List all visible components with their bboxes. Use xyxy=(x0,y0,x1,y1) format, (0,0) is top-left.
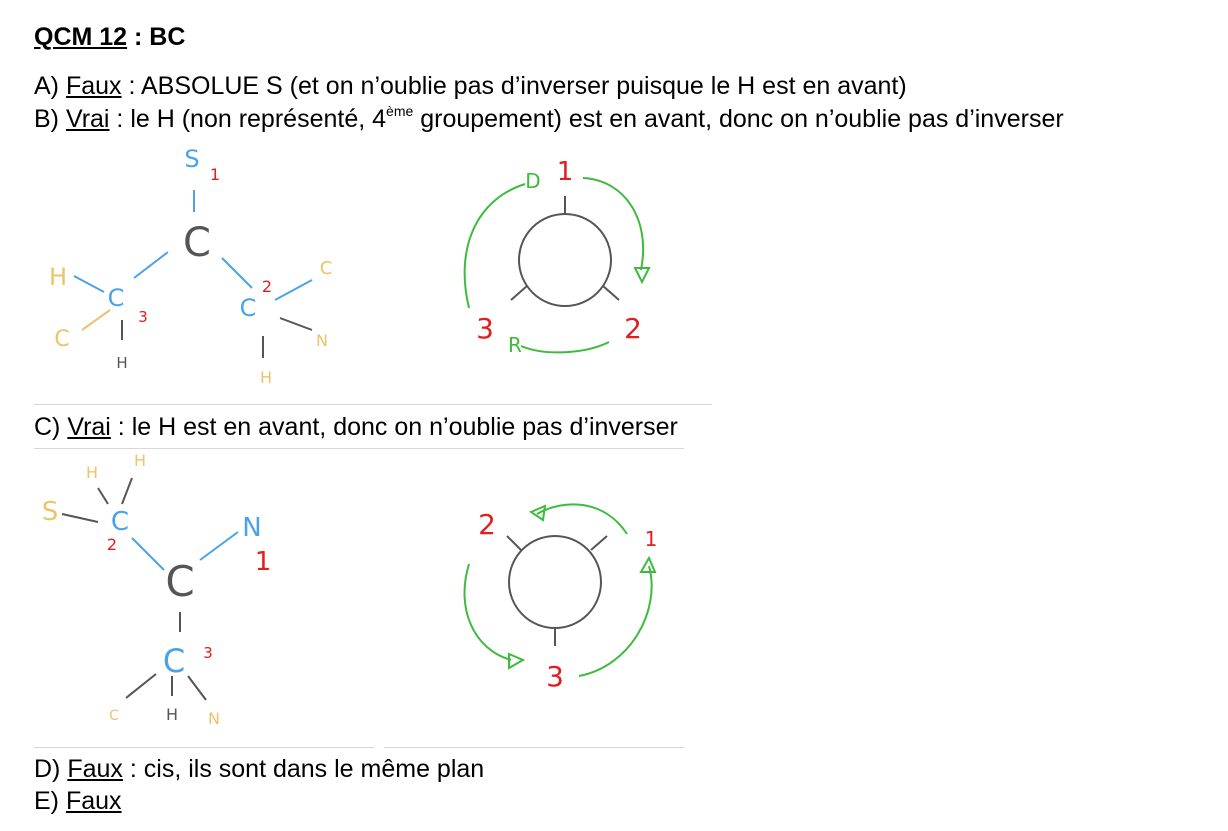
label-h2: H xyxy=(133,451,147,470)
wheel-rank3: 3 xyxy=(546,660,564,693)
figure-b-wheel xyxy=(455,150,665,370)
wheel-arrow-r: R xyxy=(508,333,522,357)
item-text: : ABSOLUE S (et on n’oublie pas d’inverser puisque le H est en avant) xyxy=(121,72,907,100)
qcm-number: QCM 12 xyxy=(34,23,128,51)
arrow-1-to-2 xyxy=(537,504,627,534)
label-rank3: 3 xyxy=(203,644,213,662)
bond-c3-c xyxy=(126,674,156,698)
figure-c-molecule xyxy=(30,452,360,742)
wheel-rank1: 1 xyxy=(644,527,658,551)
separator xyxy=(34,747,374,748)
bond-c3-n xyxy=(188,676,206,700)
label-c-center: C xyxy=(183,220,211,266)
bond-h2-c2 xyxy=(122,478,132,504)
label-rank2: 2 xyxy=(261,277,273,296)
bond-c2-c xyxy=(132,538,164,570)
label-c3: C xyxy=(107,284,125,312)
arrowhead-bottom xyxy=(509,654,523,668)
label-c2: C xyxy=(239,294,257,322)
bond-s-c2 xyxy=(62,514,98,522)
item-letter: B) xyxy=(34,105,66,133)
item-verdict: Faux xyxy=(65,787,122,815)
label-c-right: C xyxy=(319,258,333,279)
label-n-right: N xyxy=(316,331,328,350)
wheel-rank1: 1 xyxy=(556,157,574,187)
label-n: N xyxy=(242,513,262,543)
item-letter: D) xyxy=(34,755,68,783)
bond-c3-c xyxy=(82,310,110,330)
wheel-rank2: 2 xyxy=(478,508,496,541)
label-h1: H xyxy=(85,463,99,482)
separator xyxy=(34,448,684,449)
label-s-rank: 1 xyxy=(209,165,221,184)
label-c-center: C xyxy=(165,557,195,606)
arrowhead-right xyxy=(641,558,655,572)
item-text: : le H (non représenté, 4 xyxy=(109,105,387,133)
item-letter: E) xyxy=(34,787,66,815)
arrow-2-to-3 xyxy=(521,342,609,352)
label-rank2: 2 xyxy=(106,535,118,554)
item-text-continued: groupement) est en avant, donc on n’oublie pas d’inverser xyxy=(413,105,1064,133)
wheel-rank3: 3 xyxy=(476,312,494,345)
label-n-bottom: N xyxy=(208,709,220,728)
label-h-bottom: H xyxy=(165,705,179,724)
item-letter: A) xyxy=(34,72,66,100)
wheel-bond-2 xyxy=(507,536,521,550)
label-c-bottom: C xyxy=(109,708,119,724)
label-c2: C xyxy=(110,507,130,537)
wheel-bond-1 xyxy=(591,536,607,550)
wheel-arrow-d: D xyxy=(525,169,541,193)
wheel-bond-3 xyxy=(511,286,527,300)
qcm-answer: : BC xyxy=(127,23,186,51)
item-c xyxy=(34,412,678,442)
label-c3: C xyxy=(162,642,186,680)
item-d xyxy=(34,754,484,784)
bond-h1-c2 xyxy=(98,488,108,504)
item-text: : le H est en avant, donc on n’oublie pas d’inverser xyxy=(110,413,678,441)
separator xyxy=(34,404,712,405)
label-rank1: 1 xyxy=(254,547,272,577)
item-letter: C) xyxy=(34,413,68,441)
qcm-title xyxy=(34,22,185,52)
arrow-3-to-1 xyxy=(465,184,525,308)
label-rank3: 3 xyxy=(138,308,148,326)
item-verdict: Faux xyxy=(65,72,122,100)
item-e xyxy=(34,786,122,816)
label-s: S xyxy=(184,145,200,173)
item-a xyxy=(34,71,907,101)
item-verdict: Vrai xyxy=(67,413,111,441)
bond-c2-c xyxy=(275,280,312,300)
bond-c-c2 xyxy=(222,258,252,288)
label-c-left: C xyxy=(54,327,70,352)
arrow-2-to-3 xyxy=(465,564,511,660)
bond-h-c3 xyxy=(74,276,104,292)
arrow-3-to-1 xyxy=(579,566,652,676)
bond-c2-n xyxy=(280,318,312,330)
label-h-left: H xyxy=(48,263,68,291)
figure-b-molecule xyxy=(30,140,370,390)
separator xyxy=(384,747,684,748)
item-verdict: Vrai xyxy=(65,105,110,133)
wheel-circle xyxy=(519,214,611,306)
wheel-rank2: 2 xyxy=(624,312,642,345)
wheel-circle xyxy=(509,536,601,628)
bond-c-n xyxy=(200,532,238,560)
label-s: S xyxy=(41,497,59,527)
label-h-c3: H xyxy=(116,354,128,372)
bond-c-c3 xyxy=(134,252,168,278)
item-verdict: Faux xyxy=(67,755,123,783)
wheel-bond-2 xyxy=(603,286,619,300)
label-h-c2: H xyxy=(259,368,273,387)
item-b xyxy=(34,104,1064,134)
item-superscript: ème xyxy=(386,103,414,119)
figure-c-wheel xyxy=(455,490,685,700)
item-text: : cis, ils sont dans le même plan xyxy=(122,755,485,783)
